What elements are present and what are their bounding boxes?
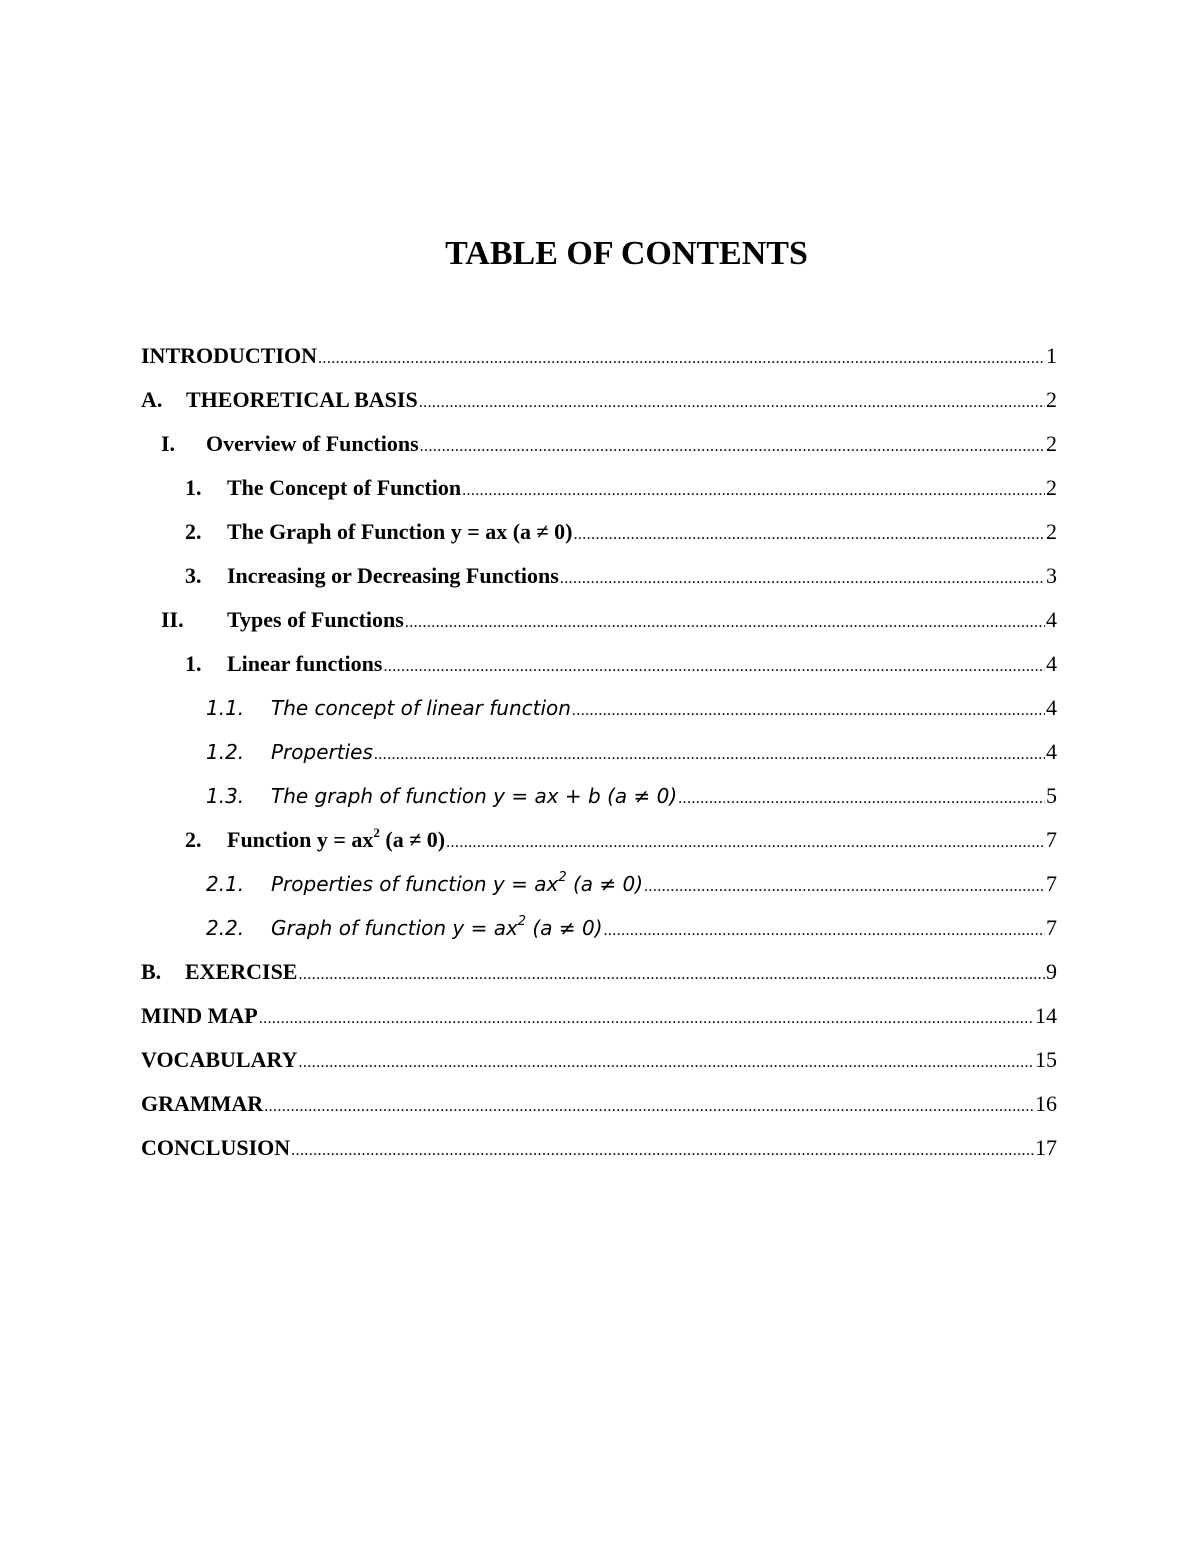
toc-entry-label: Increasing or Decreasing Functions xyxy=(227,563,559,588)
toc-entry-page: 7 xyxy=(1046,915,1057,940)
dot-leader xyxy=(405,601,1045,645)
toc-entry-page: 14 xyxy=(1035,1003,1057,1028)
dot-leader xyxy=(318,337,1045,381)
toc-entry-linear-functions[interactable] xyxy=(141,642,1057,686)
toc-entry-number: 1.3. xyxy=(206,784,245,808)
toc-entry-theoretical-basis[interactable] xyxy=(141,378,1057,422)
toc-entry-page: 7 xyxy=(1046,871,1057,896)
toc-entry-graph-of-function-ax2[interactable] xyxy=(141,906,1057,950)
toc-entry-label: CONCLUSION xyxy=(141,1135,291,1160)
toc-entry-concept-of-linear-function[interactable] xyxy=(141,686,1057,730)
toc-entry-page: 3 xyxy=(1046,563,1057,588)
dot-leader xyxy=(420,425,1045,469)
toc-entry-label: GRAMMAR xyxy=(141,1091,264,1116)
toc-entry-number: 1. xyxy=(185,651,202,676)
toc-entry-page: 2 xyxy=(1046,431,1057,456)
toc-entry-label: THEORETICAL BASIS xyxy=(186,387,418,412)
dot-leader xyxy=(604,909,1046,953)
toc-entry-conclusion[interactable] xyxy=(141,1126,1057,1170)
toc-entry-label: Properties of function $y = ax^2$ (a ≠ 0) xyxy=(271,870,644,896)
toc-entry-page: 2 xyxy=(1046,519,1057,544)
toc-entry-label: Linear functions xyxy=(227,651,383,676)
toc-entry-graph-of-function-ax-b[interactable] xyxy=(141,774,1057,818)
toc-entry-number: I. xyxy=(161,431,176,456)
toc-entry-function-ax2[interactable] xyxy=(141,818,1057,862)
toc-entry-label: VOCABULARY xyxy=(141,1047,298,1072)
toc-entry-page: 4 xyxy=(1046,607,1057,632)
toc-entry-number: 2.2. xyxy=(206,916,245,940)
toc-entry-number: B. xyxy=(141,959,162,984)
dot-leader xyxy=(291,1129,1034,1173)
toc-entry-page: 1 xyxy=(1046,343,1057,368)
toc-entry-number: 2. xyxy=(185,827,202,852)
dot-leader xyxy=(264,1085,1034,1129)
toc-entry-label: Overview of Functions xyxy=(206,431,419,456)
toc-entry-label: Properties xyxy=(271,740,373,764)
toc-entry-page: 9 xyxy=(1046,959,1057,984)
toc-entry-types-of-functions[interactable] xyxy=(141,598,1057,642)
toc-entry-page: 16 xyxy=(1035,1091,1057,1116)
dot-leader xyxy=(259,997,1034,1041)
toc-entry-number: 2.1. xyxy=(206,872,245,896)
toc-entry-graph-of-function-ax[interactable] xyxy=(141,510,1057,554)
toc-entry-page: 15 xyxy=(1035,1047,1057,1072)
superscript: 2 xyxy=(558,870,567,886)
dot-leader xyxy=(573,513,1045,557)
toc-entry-label: INTRODUCTION xyxy=(141,343,318,368)
dot-leader xyxy=(572,689,1045,733)
superscript: 2 xyxy=(373,824,380,840)
superscript: 2 xyxy=(517,914,527,930)
toc-entry-label: EXERCISE xyxy=(185,959,298,984)
toc-entry-concept-of-function[interactable] xyxy=(141,466,1057,510)
toc-entry-label: The concept of linear function xyxy=(271,696,571,720)
toc-entry-label: The Concept of Function xyxy=(227,475,462,500)
toc-entry-number: A. xyxy=(141,387,163,412)
toc-entry-page: 2 xyxy=(1046,387,1057,412)
toc-entry-page: 4 xyxy=(1046,695,1057,720)
dot-leader xyxy=(383,645,1045,689)
dot-leader xyxy=(644,865,1045,909)
toc-entry-page: 2 xyxy=(1046,475,1057,500)
toc-entry-grammar[interactable] xyxy=(141,1082,1057,1126)
dot-leader xyxy=(298,1041,1034,1085)
toc-entry-page: 5 xyxy=(1046,783,1057,808)
page-title: TABLE OF CONTENTS xyxy=(445,235,808,272)
toc-entry-page: 7 xyxy=(1046,827,1057,852)
toc-entry-overview-of-functions[interactable] xyxy=(141,422,1057,466)
toc-entry-page: 4 xyxy=(1046,739,1057,764)
dot-leader xyxy=(560,557,1045,601)
toc-entry-exercise[interactable] xyxy=(141,950,1057,994)
toc-entry-number: 2. xyxy=(185,519,202,544)
toc-entry-page: 4 xyxy=(1046,651,1057,676)
toc-entry-label: The Graph of Function y = ax (a ≠ 0) xyxy=(227,519,573,544)
dot-leader xyxy=(298,953,1045,997)
toc-entry-number: 1.2. xyxy=(206,740,245,764)
dot-leader xyxy=(374,733,1045,777)
toc-entry-page: 17 xyxy=(1035,1135,1057,1160)
toc-entry-number: 1. xyxy=(185,475,202,500)
toc-entry-properties[interactable] xyxy=(141,730,1057,774)
dot-leader xyxy=(462,469,1045,513)
toc-entry-mind-map[interactable] xyxy=(141,994,1057,1038)
dot-leader xyxy=(419,381,1045,425)
toc-entry-number: II. xyxy=(161,607,184,632)
toc-entry-label: Types of Functions xyxy=(227,607,404,632)
toc-entry-properties-of-function-ax2[interactable] xyxy=(141,862,1057,906)
toc-entry-label: Function $y = ax^2$ (a ≠ 0) xyxy=(227,824,446,852)
toc-entry-number: 3. xyxy=(185,563,202,588)
toc-entry-label: MIND MAP xyxy=(141,1003,258,1028)
toc-entry-label: Graph of function $y = ax^2$ (a ≠ 0) xyxy=(271,914,603,940)
toc-entry-increasing-decreasing[interactable] xyxy=(141,554,1057,598)
toc-entry-introduction[interactable] xyxy=(141,334,1057,378)
toc-entry-label: The graph of function y = ax + b (a ≠ 0) xyxy=(271,784,678,808)
dot-leader xyxy=(678,777,1045,821)
toc-entry-number: 1.1. xyxy=(206,696,245,720)
toc-entry-vocabulary[interactable] xyxy=(141,1038,1057,1082)
dot-leader xyxy=(446,821,1045,865)
